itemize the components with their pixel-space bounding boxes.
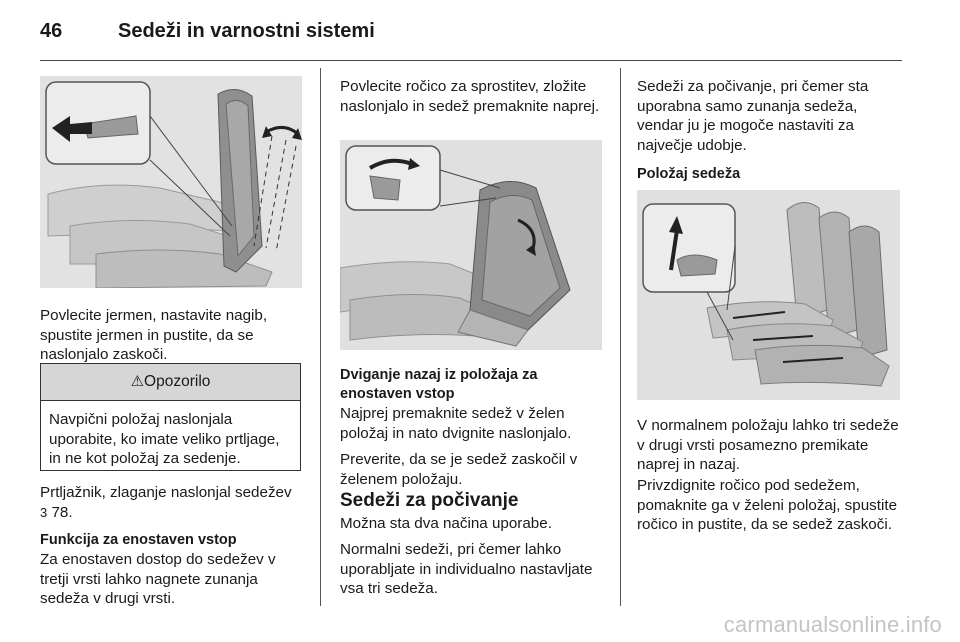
column-divider-right [620,68,621,606]
normal-position-text: V normalnem položaju lahko tri sedeže v drugi vrsti posamezno premikate naprej in nazaj. [637,417,899,473]
check-text: Preverite, da se je sedež zaskočil v želenem položaju. [340,451,578,488]
section-intro: Možna sta dva načina uporabe. [340,515,552,532]
rest-seats-text: Sedeži za počivanje, pri čemer sta uporabna samo zunanja sedeža, vendar ju je mogoče nastaviti za največje udobje. [637,78,869,154]
raise-heading: Dviganje nazaj iz položaja za enostaven vstop [340,367,538,402]
warning-header [41,364,300,401]
cargo-reference-page[interactable]: 78. [51,503,73,521]
page-number: 46 [40,20,63,42]
section-heading: Sedeži za počivanje [340,490,519,511]
page-title: Sedeži in varnostni sistemi [118,20,375,42]
page-reference-arrow-icon: 3 [40,504,48,520]
easy-entry-text: Za enostaven dostop do sedežev v tretji vrsti lahko nagnete zunanja sedeža v drugi vrsti. [40,551,276,607]
normal-seats-text: Normalni sedeži, pri čemer lahko uporabljate in individualno nastavljate vsa tri sedeža. [340,541,593,597]
column-divider-left [320,68,321,606]
cargo-reference-text: Prtljažnik, zlaganje naslonjal sedežev [40,484,292,501]
easy-entry-heading: Funkcija za enostaven vstop [40,532,237,548]
watermark: carmanualsonline.info [723,612,942,637]
warning-text: Navpični položaj naslonjala uporabite, ko imate veliko prtljage, in ne kot položaj za sedenje. [49,411,280,467]
cargo-reference [40,483,305,522]
seat-position-illustration [637,190,900,400]
seat-fold-illustration [340,140,602,350]
position-heading: Položaj sedeža [637,166,741,182]
raise-text: Najprej premaknite sedež v želen položaj in nato dvignite naslonjalo. [340,405,572,442]
warning-triangle-icon: ⚠ [130,373,145,390]
seat-strap-illustration [40,76,302,288]
fold-intro-text: Povlecite ročico za sprostitev, zložite naslonjalo in sedež premaknite naprej. [340,78,600,115]
lever-text: Privzdignite ročico pod sedežem, pomaknite ga v želeni položaj, spustite ročico in pustite, da se sedež zaskoči. [637,477,898,533]
figure-caption-strap: Povlecite jermen, nastavite nagib, spustite jermen in pustite, da se naslonjalo zaskoči. [40,307,268,363]
header-rule [40,60,902,61]
warning-box [40,363,301,471]
warning-title: Opozorilo [144,373,211,390]
